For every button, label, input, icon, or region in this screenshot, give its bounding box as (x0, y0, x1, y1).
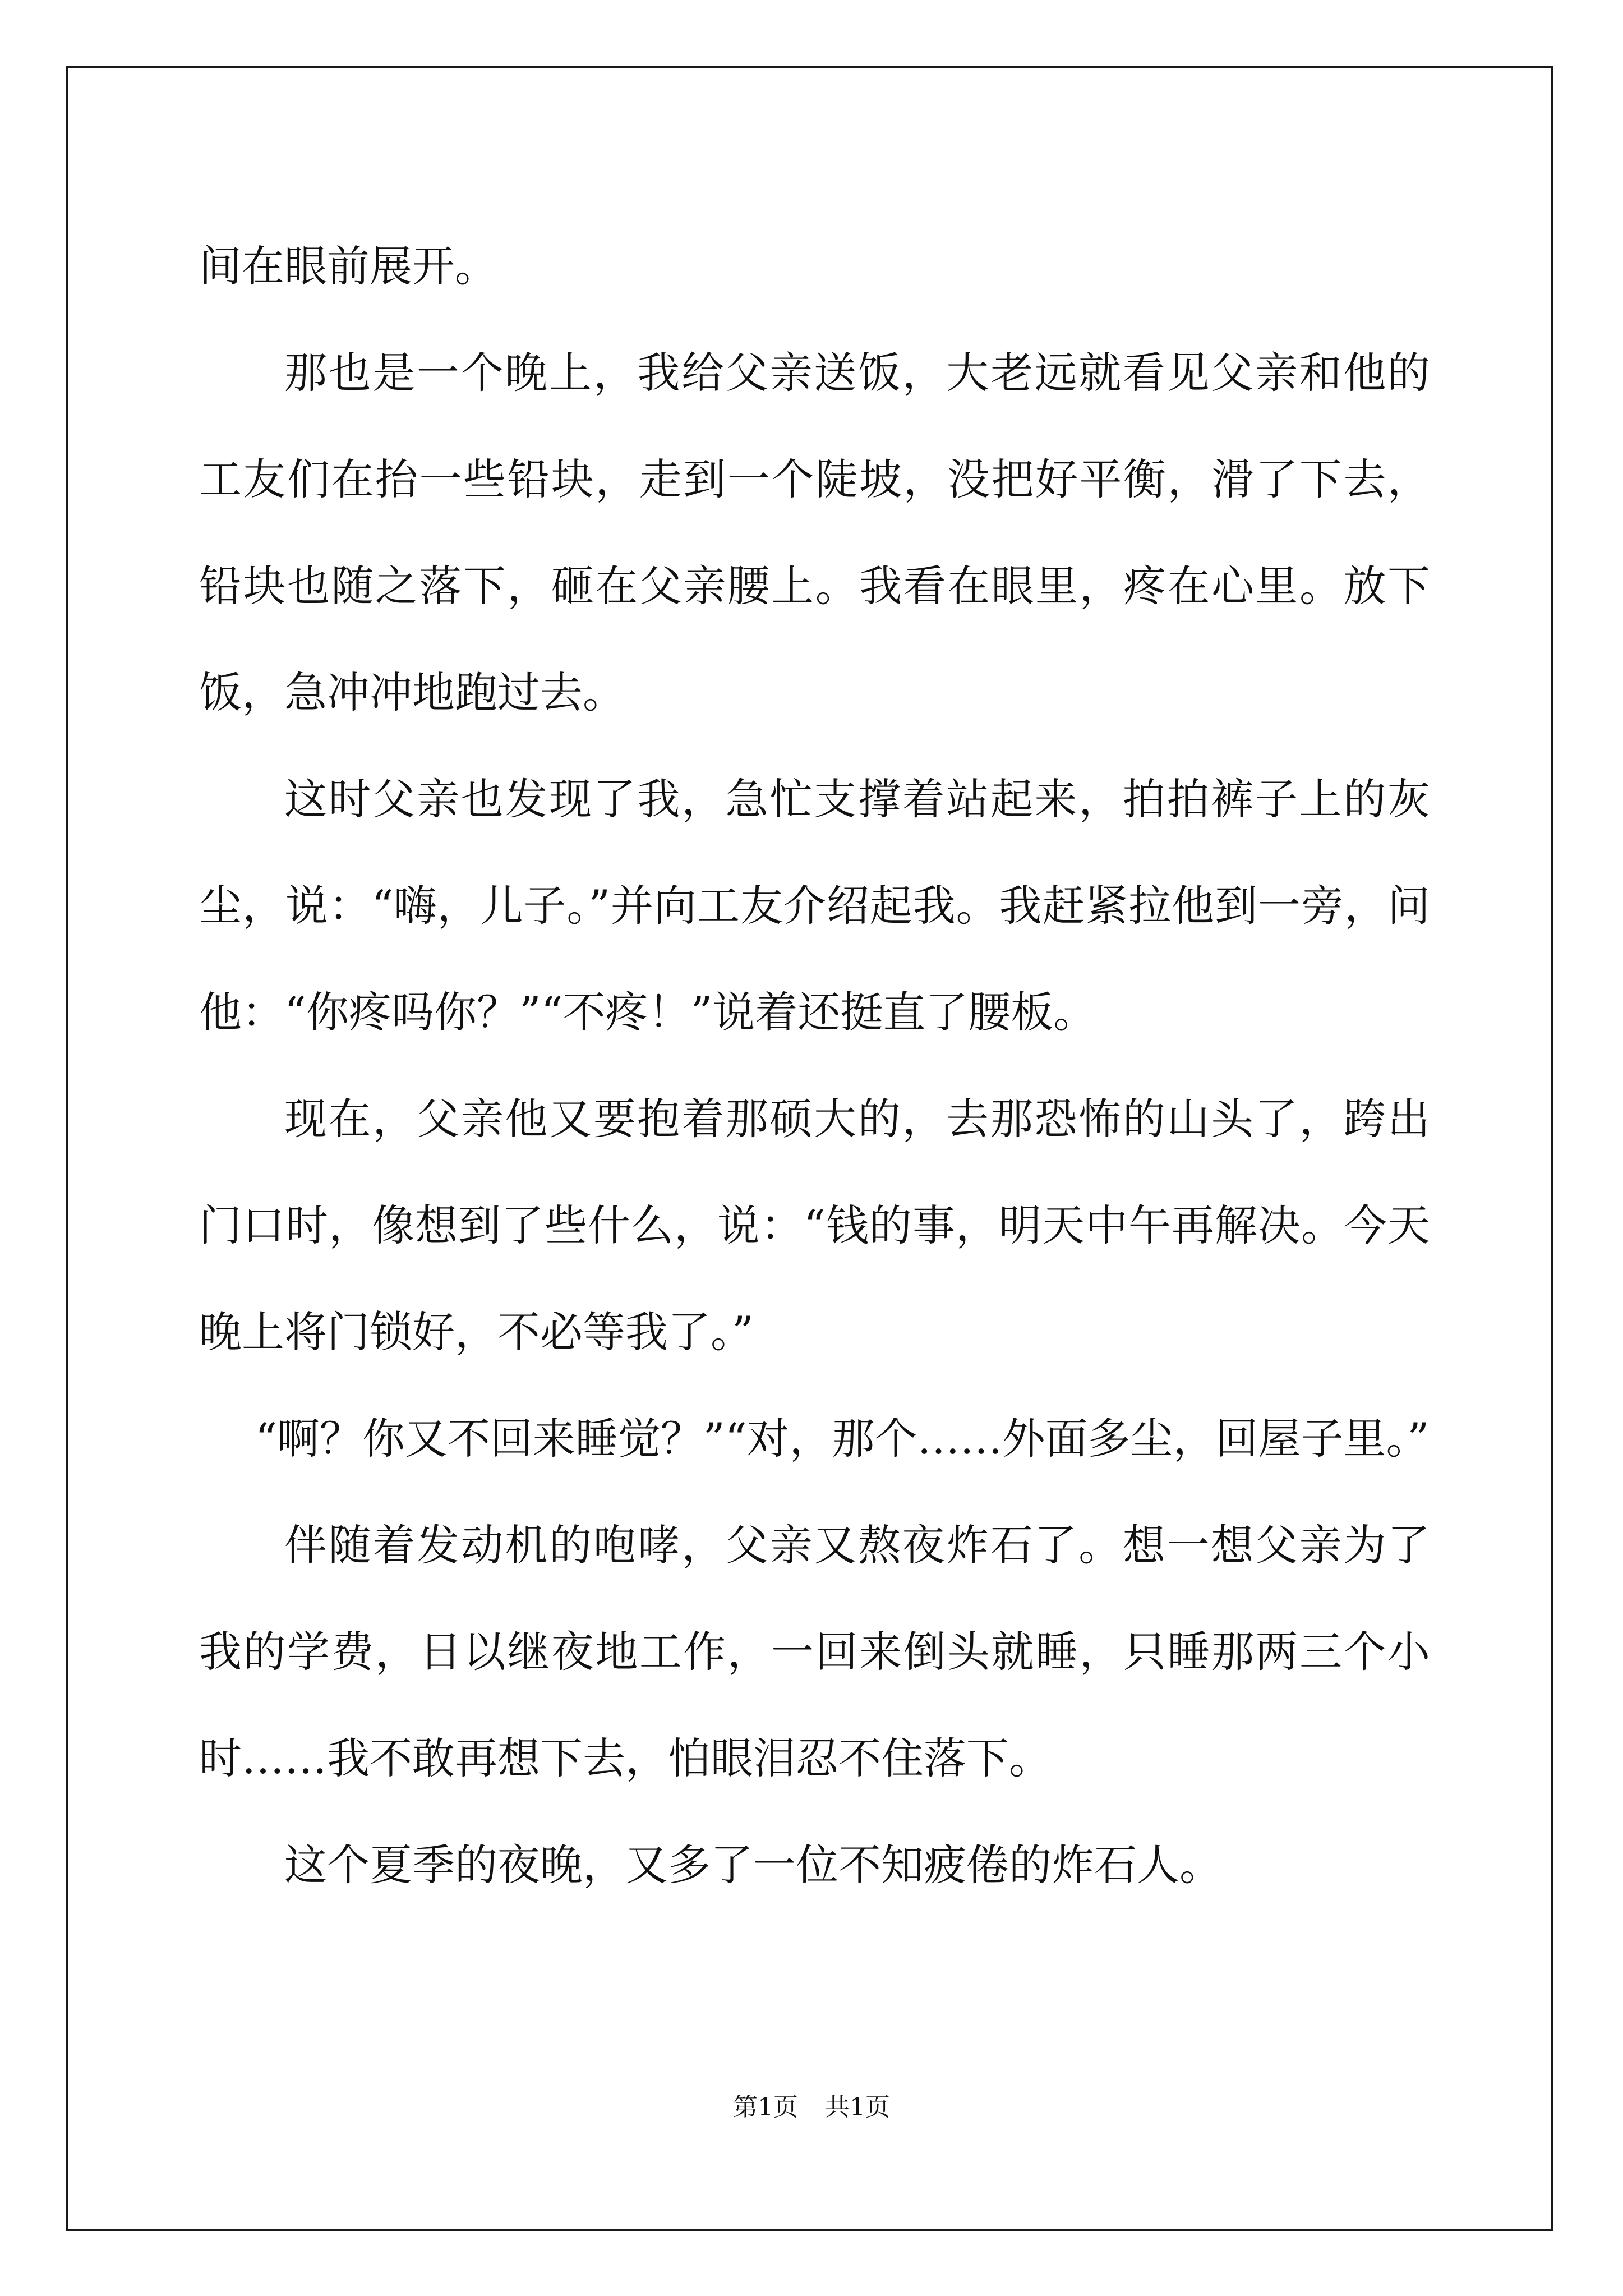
paragraph: 那也是一个晚上，我给父亲送饭，大老远就看见父亲和他的工友们在抬一些铅块，走到一个陡坡，没把好平衡，滑了下去，铅块也随之落下，砸在父亲腰上。我看在眼里，疼在心里。放下饭，急冲冲地跑过去。 (199, 348, 1430, 717)
page-total: 共1页 (825, 2093, 890, 2122)
paragraph: 现在，父亲他又要抱着那硕大的，去那恐怖的山头了，跨出门口时，像想到了些什么，说：“钱的事，明天中午再解决。今天晚上将门锁好，不必等我了。” (199, 1094, 1430, 1357)
document-body (199, 213, 1430, 1918)
page-number: 第1页 (733, 2093, 798, 2122)
paragraph: 这时父亲也发现了我，急忙支撑着站起来，拍拍裤子上的灰尘，说：“嗨，儿子。”并向工友介绍起我。我赶紧拉他到一旁，问他：“你疼吗你？”“不疼！”说着还挺直了腰板。 (199, 774, 1430, 1037)
paragraph: “啊？你又不回来睡觉？”“对，那个……外面多尘，回屋子里。” (255, 1414, 1430, 1464)
paragraph: 这个夏季的夜晚，又多了一位不知疲倦的炸石人。 (284, 1840, 1222, 1890)
paragraph: 间在眼前展开。 (199, 241, 497, 291)
page-footer (0, 2087, 1623, 2123)
paragraph: 伴随着发动机的咆哮，父亲又熬夜炸石了。想一想父亲为了我的学费，日以继夜地工作，一回来倒头就睡，只睡那两三个小时……我不敢再想下去，怕眼泪忍不住落下。 (199, 1520, 1430, 1783)
